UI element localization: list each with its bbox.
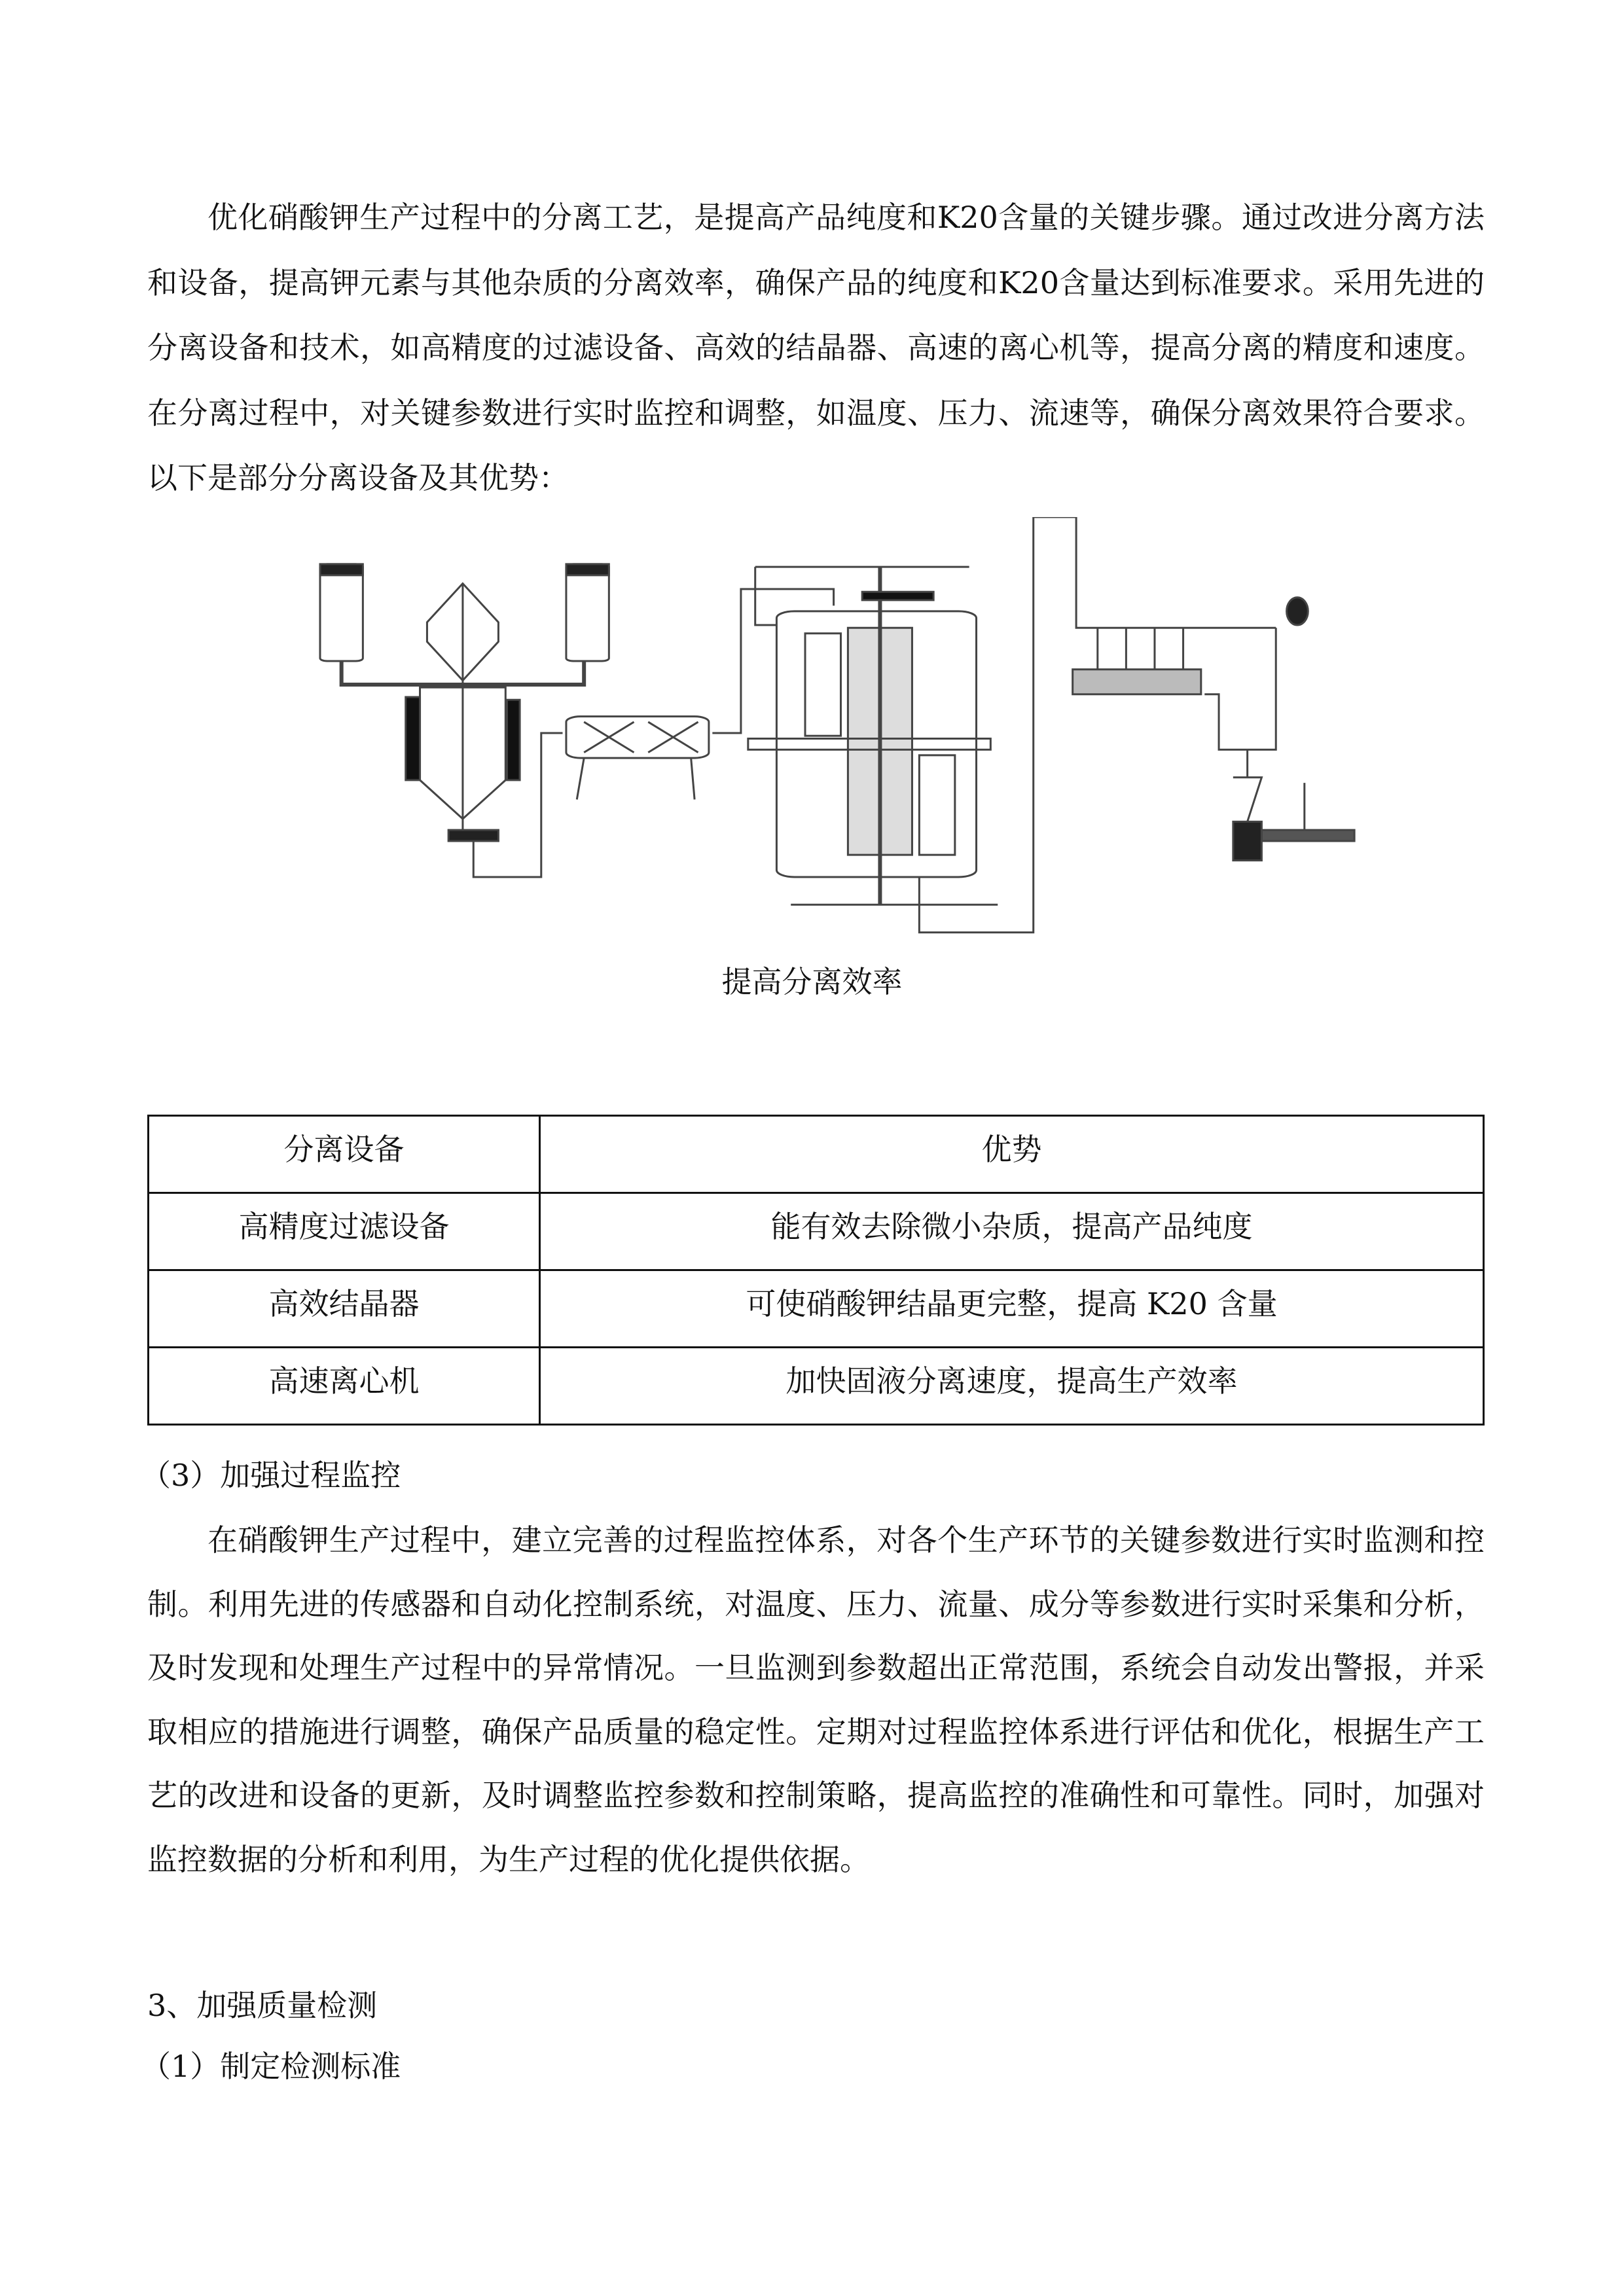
figure-caption: 提高分离效率 — [721, 964, 903, 999]
table-header-row — [149, 1116, 1484, 1193]
table-header-cell: 分离设备 — [149, 1116, 540, 1193]
heading-quality-inspection: 3、加强质量检测 — [147, 1988, 378, 2023]
table-cell: 高速离心机 — [149, 1348, 540, 1425]
pump-unit — [1233, 749, 1354, 860]
monitoring-paragraph: 在硝酸钾生产过程中，建立完善的过程监控体系，对各个生产环节的关键参数进行实时监测和控制。利用先进的传感器和自动化控制系统，对温度、压力、流量、成分等参数进行实时采集和分析，及时发现和处理生产过程中的异常情况。一旦监测到参数超出正常范围，系统会自动发出警报，并采取相应的措施进行调整，确保产品质量的稳定性。定期对过程监控体系进行评估和优化，根据生产工艺的改进和设备的更新，及时调整监控参数和控制策略，提高监控的准确性和可靠性。同时，加强对监控数据的分析和利用，为生产过程的优化提供依据。 — [147, 1522, 1485, 1877]
table-header-cell: 优势 — [540, 1116, 1484, 1193]
subheading-process-monitoring: （3）加强过程监控 — [141, 1458, 401, 1493]
separation-equipment-table — [147, 1115, 1485, 1426]
table-row — [149, 1193, 1484, 1270]
separation-equipment-diagram — [249, 517, 1362, 949]
subheading-inspection-standards: （1）制定检测标准 — [141, 2049, 401, 2084]
table-cell: 高效结晶器 — [149, 1270, 540, 1348]
feed-tank-102 — [566, 564, 609, 661]
table-cell: 高精度过滤设备 — [149, 1193, 540, 1270]
table-cell: 加快固液分离速度，提高生产效率 — [540, 1348, 1484, 1425]
feed-tank-101 — [320, 564, 363, 661]
filter-2 — [566, 589, 834, 800]
vessel-104 — [427, 584, 498, 681]
table-cell: 可使硝酸钾结晶更完整，提高 K20 含量 — [540, 1270, 1484, 1348]
table-row — [149, 1348, 1484, 1425]
table-cell: 能有效去除微小杂质，提高产品纯度 — [540, 1193, 1484, 1270]
dryer-units-4 — [1073, 598, 1308, 750]
separation-column-3 — [748, 517, 1276, 933]
intro-paragraph: 优化硝酸钾生产过程中的分离工艺，是提高产品纯度和K20含量的关键步骤。通过改进分离方法和设备，提高钾元素与其他杂质的分离效率，确保产品的纯度和K20含量达到标准要求。采用先进的分离设备和技术，如高精度的过滤设备、高效的结晶器、高速的离心机等，提高分离的精度和速度。在分离过程中，对关键参数进行实时监控和调整，如温度、压力、流速等，确保分离效果符合要求。以下是部分分离设备及其优势： — [147, 200, 1485, 495]
table-row — [149, 1270, 1484, 1348]
reactor-1 — [406, 681, 563, 877]
